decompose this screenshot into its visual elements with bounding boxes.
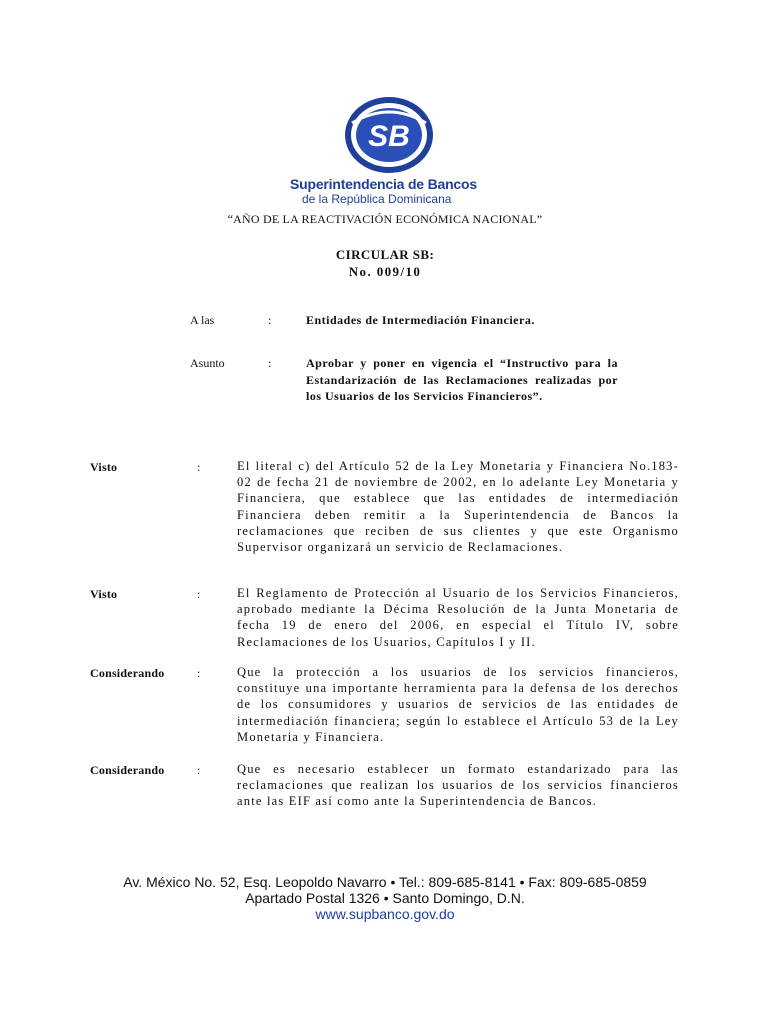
- circular-number: No. 009/10: [348, 264, 422, 279]
- section-text: Que es necesario establecer un formato estandarizado para las reclamaciones que realizan los usuarios de los servicios financieros ante las EIF así como ante la Superintendencia de Bancos.: [237, 762, 679, 809]
- subject-value: Aprobar y poner en vigencia el “Instructivo para la Estandarización de las Reclamaciones realizadas por los Usuarios de los Servicios Financieros”.: [306, 356, 618, 403]
- subject-label: Asunto: [190, 356, 225, 370]
- section-label: Considerando: [90, 666, 165, 680]
- footer-website-link[interactable]: www.supbanco.gov.do: [315, 906, 455, 922]
- addressees-value: Entidades de Intermediación Financiera.: [306, 313, 535, 327]
- superintendencia-de-bancos-logo-icon: [340, 93, 438, 178]
- circular-title: CIRCULAR SB:: [335, 247, 435, 262]
- section-text: El literal c) del Artículo 52 de la Ley Monetaria y Financiera No.183-02 de fecha 21 de noviembre de 2002, en lo adelante Ley Monetaria y Financiera, que establece que las entidades de intermediación Financiera deben remitir a la Superintendencia de Bancos la reclamaciones que reciben de sus clientes y que este Organismo Supervisor organizará un servicio de Reclamaciones.: [237, 459, 679, 555]
- section-colon: :: [197, 587, 201, 601]
- motto: “AÑO DE LA REACTIVACIÓN ECONÓMICA NACIONAL”: [227, 212, 543, 226]
- section-colon: :: [197, 666, 201, 680]
- section-text: Que la protección a los usuarios de los servicios financieros, constituye una importante herramienta para la defensa de los derechos de los consumidores y usuarios de servicios de las entidades de intermediación financiera; según lo establece el Artículo 53 de la Ley Monetaria y Financiera.: [237, 665, 679, 744]
- footer-address: Av. México No. 52, Esq. Leopoldo Navarro • Tel.: 809-685-8141 • Fax: 809-685-0859: [123, 874, 647, 890]
- section-label: Visto: [90, 587, 118, 601]
- section-label: Considerando: [90, 763, 165, 777]
- addressees-label: A las: [190, 313, 215, 327]
- section-label: Visto: [90, 460, 118, 474]
- subject-colon: :: [268, 356, 272, 370]
- logo-text: SB: [368, 120, 410, 153]
- org-name: Superintendencia de Bancos: [290, 176, 477, 192]
- section-colon: :: [197, 763, 201, 777]
- addressees-colon: :: [268, 313, 272, 327]
- org-subtitle: de la República Dominicana: [302, 192, 452, 206]
- section-text: El Reglamento de Protección al Usuario de los Servicios Financieros, aprobado mediante la Décima Resolución de la Junta Monetaria de fecha 19 de enero del 2006, en especial el Título IV, sobre Reclamaciones de los Usuarios, Capítulos I y II.: [237, 586, 679, 649]
- section-colon: :: [197, 460, 201, 474]
- footer-postal: Apartado Postal 1326 • Santo Domingo, D.N.: [245, 890, 525, 906]
